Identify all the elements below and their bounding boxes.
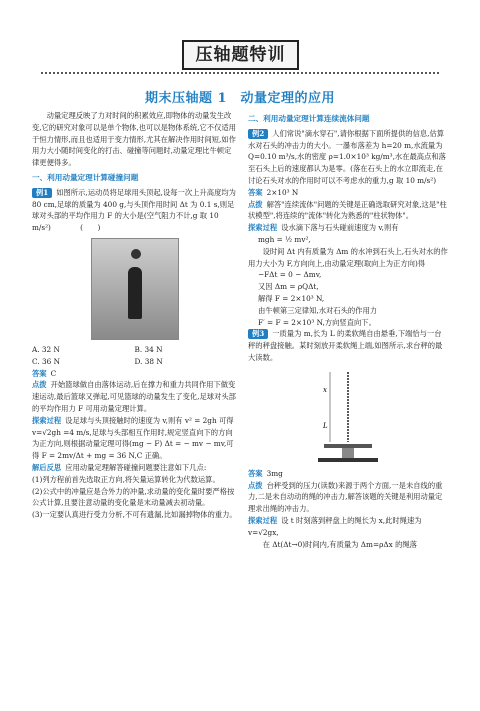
process-block (32, 415, 237, 462)
hint-label: 点拨 (248, 480, 263, 490)
hint-label: 点拨 (248, 199, 263, 209)
example-3-text: 一质量为 m,长为 L 的柔软绳自由悬垂,下端恰与一台秤的秤盘接触。某时刻放开柔软绳上端,如图所示,求台秤的最大读数。 (248, 329, 443, 362)
athlete-figure (128, 267, 142, 319)
process-label: 探索过程 (32, 415, 62, 425)
equation: 解得 F = 2×10³ N, (258, 293, 325, 303)
scale-pan (324, 444, 372, 448)
point-1: (1)列方程前首先选取正方向,将矢量运算转化为代数运算。 (32, 474, 220, 484)
equation: −FΔt = 0 − Δmv, (258, 270, 322, 280)
answer-label: 答案 (248, 468, 263, 478)
right-column (248, 110, 448, 550)
process-block (248, 222, 448, 234)
process-text-3b: 在 Δt(Δt→0)时间内,有质量为 Δm=ρΔx 的绳落 (262, 539, 417, 549)
scale-foot (318, 458, 378, 462)
example-tag: 例2 (248, 129, 268, 139)
answer-value: 2×10³ N (266, 187, 299, 197)
hint-text: 台秤受到的压力(读数)来源于两个方面,一是未自线的重力,二是未自动动的绳的冲击力,解答该题的关键是利用动量定理求出绳的冲击力。 (248, 480, 443, 514)
scale-base (342, 448, 354, 458)
answer-label: 答案 (32, 368, 47, 378)
answer-label: 答案 (248, 187, 263, 197)
football-icon (131, 249, 141, 259)
answer-value: 3mg (266, 468, 283, 478)
answer-line (32, 368, 237, 380)
section-subtitle: 期末压轴题 1 动量定理的应用 (144, 91, 336, 106)
section-heading-1: 一、利用动量定理计算碰撞问题 (32, 172, 139, 182)
process-text: 设足球与头顶接触时的速度为 v,则有 v² = 2gh 可得 v=√2gh =4 m/s,足球与头部相互作用时,规定竖直向下的方向为正方向,则根据动量定理可得(mg − F) Δt = − mv − mv,可得 F = 2mv/Δt + mg = 36 N,C 正确。 (32, 415, 234, 461)
label-l: L (323, 421, 328, 430)
process-text: 设 t 时刻落到秤盘上的绳长为 x,此时绳速为 v=√2gx, (248, 515, 422, 537)
hint-text: 解答"连续流体"问题的关键是正确选取研究对象,这是"柱状模型",将连续的"流体"转化为熟悉的"柱状物体"。 (248, 199, 447, 221)
example-2-text: 人们常说"滴水穿石",请你根据下面所提供的信息,估算水对石头的冲击力的大小。一瀑布落差为 h=20 m,水流量为 Q=0.10 m³/s,水的密度 ρ=1.0×10³ kg/m³,水在最高点和落至石头上后的速度都认为是零。(落在石头上的水立即流走,在讨论石头对水的作用时可以不考虑水的重力,g 取 10 m/s²) (248, 128, 446, 185)
example-1 (32, 187, 237, 234)
hint-block (32, 379, 237, 414)
section-heading-2: 二、利用动量定理计算连续流体问题 (248, 114, 370, 123)
option-b: B. 34 N (134, 344, 163, 354)
answer-value: C (50, 368, 57, 378)
answer-line (248, 187, 448, 199)
answer-line (248, 468, 448, 480)
option-c: C. 36 N (32, 356, 60, 366)
process-label: 探索过程 (248, 223, 278, 233)
rope-scale-figure (248, 368, 448, 464)
equation: 由牛顿第三定律知,水对石头的作用力 (258, 305, 378, 315)
hint-text: 开始篮球做自由落体运动,后在撑力和重力共同作用下做变速运动,最后篮球又弹起,可见篮球的动量发生了变化,足球对头部的平均作用力 F 可用动量定理计算。 (32, 380, 236, 413)
title-divider (41, 72, 439, 74)
label-x: x (323, 385, 327, 394)
process-block (248, 515, 448, 539)
rope-scale-diagram (248, 368, 448, 464)
example-3 (248, 328, 448, 363)
process-text-2: 设时间 Δt 内有质量为 Δm 的水冲到石头上,石头对水的作用力大小为 F,方向向上,由动量定理(取向上为正方向)得 (248, 246, 448, 268)
left-column (32, 110, 237, 521)
hint-block (248, 199, 448, 223)
hint-label: 点拨 (32, 380, 47, 390)
header-ball-photo (91, 238, 179, 340)
hint-block (248, 480, 448, 515)
reflection-text: 应用动量定理解答碰撞问题要注意如下几点: (65, 462, 207, 472)
option-a: A. 32 N (32, 344, 60, 354)
point-2: (2)公式中的冲量应是合外力的冲量,求动量的变化量时要严格按公式计算,且要注意动量的变化量是末动量减去初动量。 (32, 486, 235, 508)
option-d: D. 38 N (134, 356, 163, 366)
point-3: (3)一定要认真进行受力分析,不可有遗漏,比如漏掉物体的重力。 (32, 510, 237, 520)
reflection-block (32, 462, 237, 474)
process-label: 探索过程 (248, 515, 278, 525)
answer-options (32, 344, 237, 368)
example-tag: 例3 (248, 329, 268, 339)
equation: 又因 Δm = ρQΔt, (258, 282, 319, 292)
equation-1: mgh = ½ mv², (258, 234, 311, 244)
example-tag: 例1 (32, 188, 52, 198)
intro-paragraph: 动量定理反映了力对时间的积累效应,即物体的动量发生改变,它的研究对象可以是单个物体,也可以是物体系统,它不仅适用于恒力情形,而且也适用于变力情形,尤其在解决作用时间短,如作用力大小随时间变化的打击、碰撞等问题时,动量定理比牛顿定律更便得多。 (32, 111, 236, 168)
process-text: 设水滴下落与石头碰前速度为 v,则有 (281, 223, 399, 233)
equation: F′ = F = 2×10³ N,方向竖直向下。 (258, 317, 376, 327)
reflection-label: 解后反思 (32, 462, 62, 472)
page-title: 压轴题特训 (182, 40, 299, 70)
example-2 (248, 128, 448, 187)
example-1-text: 如图所示,运动员将足球用头顶起,设每一次上升高度均为 80 cm,足球的质量为 400 g,与头顶作用时间 Δt 为 0.1 s,则足球对头部的平均作用力 F 的大小是(空气阻力不计,g 取 10 m/s²) ( ) (32, 187, 236, 233)
